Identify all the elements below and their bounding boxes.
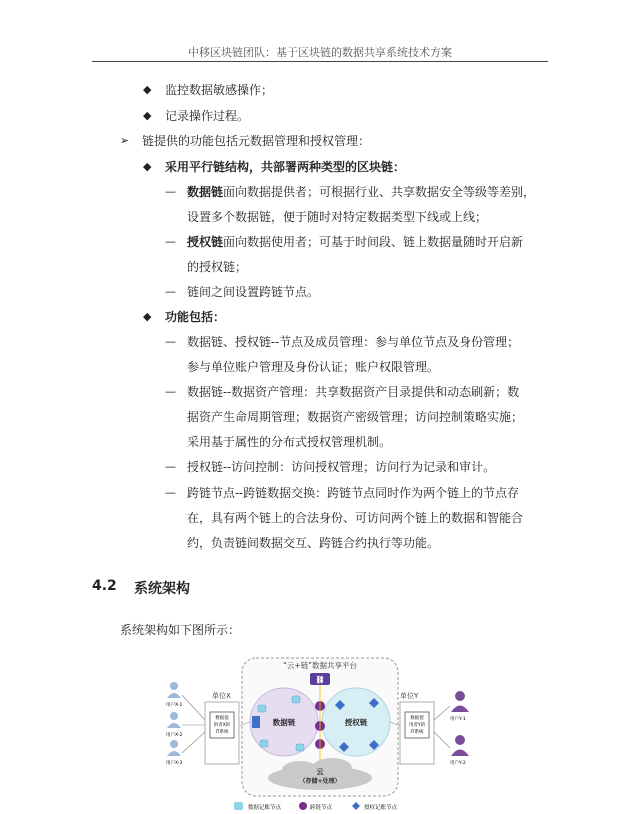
bullet-diamond-icon: ◆ [143,83,152,96]
dash-text: 数据链、授权链--节点及成员管理：参与单位节点及身份管理； [187,335,520,349]
data-node-icon [258,705,266,712]
right-sys-l2: 用者Y的 [408,723,426,728]
data-node-icon [292,696,300,703]
bullet-diamond-icon: ◆ [143,160,152,173]
dash-text: 数据链--数据资产管理：共享数据资产目录提供和动态刷新；数 [187,385,520,399]
left-sys-l2: 供者X的 [213,723,231,728]
dash-item [187,234,523,250]
cloud-sub-label: （存储+处理） [299,778,341,785]
section-number: 4.2 [92,578,117,594]
user-icon [167,682,181,698]
dash-continuation: 约，负责链间数据交互、跨链合约执行等功能。 [187,536,440,550]
dash-continuation: 采用基于属性的分布式授权管理机制。 [187,435,392,449]
dash-text: 链间之间设置跨链节点。 [187,285,320,299]
bullet-text: 记录操作过程。 [165,109,250,123]
dash-continuation: 据资产生命周期管理；数据资产密级管理；访问控制策略实施； [187,410,524,424]
legend-cross-node-icon [299,802,307,810]
dash-text: 授权链--访问控制：访问授权管理；访问行为记录和审计。 [187,460,496,474]
cloud-label: 云 [316,768,324,776]
left-sys-l1: 数据提 [215,716,229,721]
dash-text: 面向数据提供者；可根据行业、共享数据安全等级等差别， [223,185,536,199]
term-auth-chain: 授权链 [187,235,224,249]
dash-continuation: 在，具有两个链上的合法身份、可访问两个链上的数据和智能合 [187,511,524,525]
user-x-2: 用户X-2 [166,733,183,738]
data-chain-label: 数据链 [272,718,296,727]
dash-continuation: 的授权链； [187,260,248,274]
bullet-diamond-icon: ◆ [143,310,152,323]
dash-icon: — [165,235,176,248]
data-node-icon [260,740,268,747]
legend-auth-node-icon [352,802,360,810]
header-rule [92,61,548,62]
bullet-text: 监控数据敏感操作； [165,83,274,97]
dash-continuation: 参与单位账户管理及身份认证；账户权限管理。 [187,360,440,374]
bullet-diamond-icon: ◆ [143,109,152,122]
platform-title: “云+链”数据共享平台 [282,661,358,670]
term-data-chain: 数据链 [187,185,224,199]
legend-data-node-icon [234,802,243,810]
dash-icon: — [165,185,176,198]
left-sys-l3: IT系统 [215,730,229,735]
right-sys-l1: 数据使 [410,716,424,721]
dash-icon: — [165,460,176,473]
user-icon [451,691,469,712]
user-icon [167,740,181,756]
dash-icon: — [165,285,176,298]
dash-icon: — [165,335,176,348]
user-y-2: 用户Y-2 [450,761,466,766]
unit-x-label: 单位X [212,692,231,700]
legend-auth-node: 授权记账节点 [364,805,398,811]
user-icon [451,735,469,756]
bullet-arrow-icon: ➢ [120,134,130,147]
right-sys-l3: IT系统 [410,730,424,735]
connector-icon [252,716,260,728]
user-y-1: 用户Y-1 [450,717,466,722]
dash-text: 面向数据使用者；可基于时间段、链上数据量随时开启新 [223,235,524,249]
dash-text: 跨链节点--跨链数据交换：跨链节点同时作为两个链上的节点存 [187,486,520,500]
user-icon [167,712,181,728]
intro-text: 系统架构如下图所示： [120,623,241,637]
user-x-3: 用户X-3 [166,761,183,766]
bullet-text: 采用平行链结构，共部署两种类型的区块链： [165,160,406,174]
legend-cross-node: 跨链节点 [310,805,333,811]
auth-chain-label: 授权链 [344,718,368,727]
svg-text:⛓: ⛓ [315,676,325,684]
dash-icon: — [165,486,176,499]
dash-continuation: 设置多个数据链，便于随时对特定数据类型下线或上线； [187,210,488,224]
arrow-item-text: 链提供的功能包括元数据管理和授权管理： [142,134,371,148]
dash-icon: — [165,385,176,398]
dash-item [187,184,535,200]
data-node-icon [296,744,304,751]
section-title: 系统架构 [134,581,190,597]
unit-y-label: 单位Y [400,692,419,700]
legend-data-node: 数据记账节点 [248,805,282,811]
bullet-text: 功能包括： [165,310,226,324]
user-x-1: 用户X-1 [166,703,183,708]
page-header: 中移区块链团队：基于区块链的数据共享系统技术方案 [188,46,452,59]
architecture-diagram [160,650,480,814]
